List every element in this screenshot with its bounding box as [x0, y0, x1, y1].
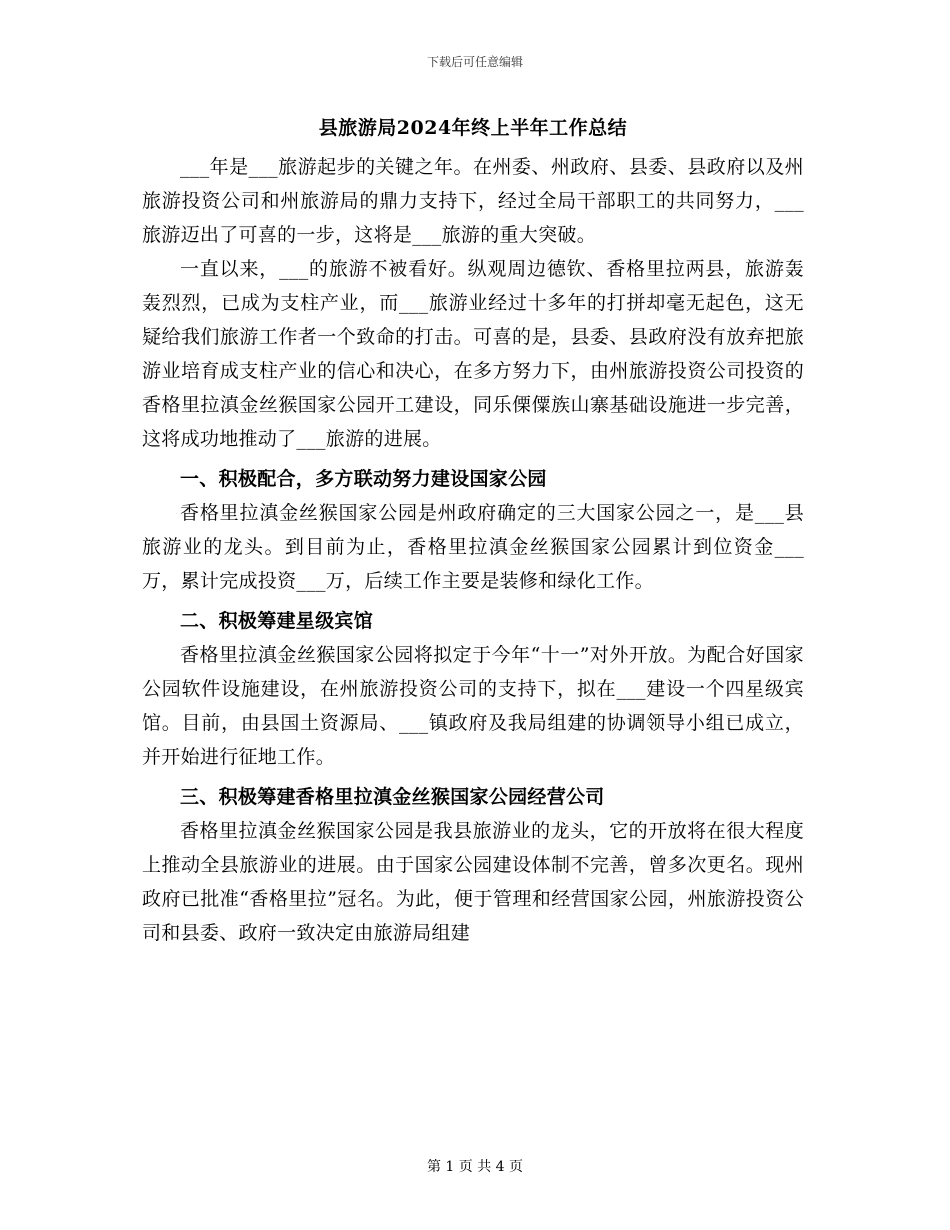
section-body-1: 香格里拉滇金丝猴国家公园是州政府确定的三大国家公园之一，是___县旅游业的龙头。到目前为止，香格里拉滇金丝猴国家公园累计到位资金___万，累计完成投资___万，后续工作主要是装修和绿化工作。 [142, 502, 804, 592]
section-body-3: 香格里拉滇金丝猴国家公园是我县旅游业的龙头，它的开放将在很大程度上推动全县旅游业的进展。由于国家公园建设体制不完善，曾多次更名。现州政府已批准“香格里拉”冠名。为此，便于管理和经营国家公园，州旅游投资公司和县委、政府一致决定由旅游局组建 [142, 820, 804, 944]
document-title: 县旅游局2024年终上半年工作总结 [318, 117, 628, 139]
section-heading-3: 三、积极筹建香格里拉滇金丝猴国家公园经营公司 [180, 786, 605, 808]
section-body-2: 香格里拉滇金丝猴国家公园将拟定于今年“十一”对外开放。为配合好国家公园软件设施建设，在州旅游投资公司的支持下，拟在___建设一个四星级宾馆。目前，由县国土资源局、___镇政府及我局组建的协调领导小组已成立，并开始进行征地工作。 [142, 644, 804, 768]
header-note: 下载后可任意编辑 [426, 55, 523, 69]
section-heading-2: 二、积极筹建星级宾馆 [180, 610, 374, 632]
document-body [142, 114, 804, 950]
intro-paragraph-2: 一直以来，___的旅游不被看好。纵观周边德钦、香格里拉两县，旅游轰轰烈烈，已成为支柱产业，而___旅游业经过十多年的打拼却毫无起色，这无疑给我们旅游工作者一个致命的打击。可喜的是，县委、县政府没有放弃把旅游业培育成支柱产业的信心和决心，在多方努力下，由州旅游投资公司投资的香格里拉滇金丝猴国家公园开工建设，同乐傈僳族山寨基础设施进一步完善，这将成功地推动了___旅游的进展。 [142, 258, 804, 450]
intro-paragraph-1: ___年是___旅游起步的关键之年。在州委、州政府、县委、县政府以及州旅游投资公司和州旅游局的鼎力支持下，经过全局干部职工的共同努力，___旅游迈出了可喜的一步，这将是___旅游的重大突破。 [142, 156, 804, 246]
page-number-footer: 第 1 页 共 4 页 [426, 1159, 524, 1175]
section-heading-1: 一、积极配合，多方联动努力建设国家公园 [180, 468, 547, 490]
